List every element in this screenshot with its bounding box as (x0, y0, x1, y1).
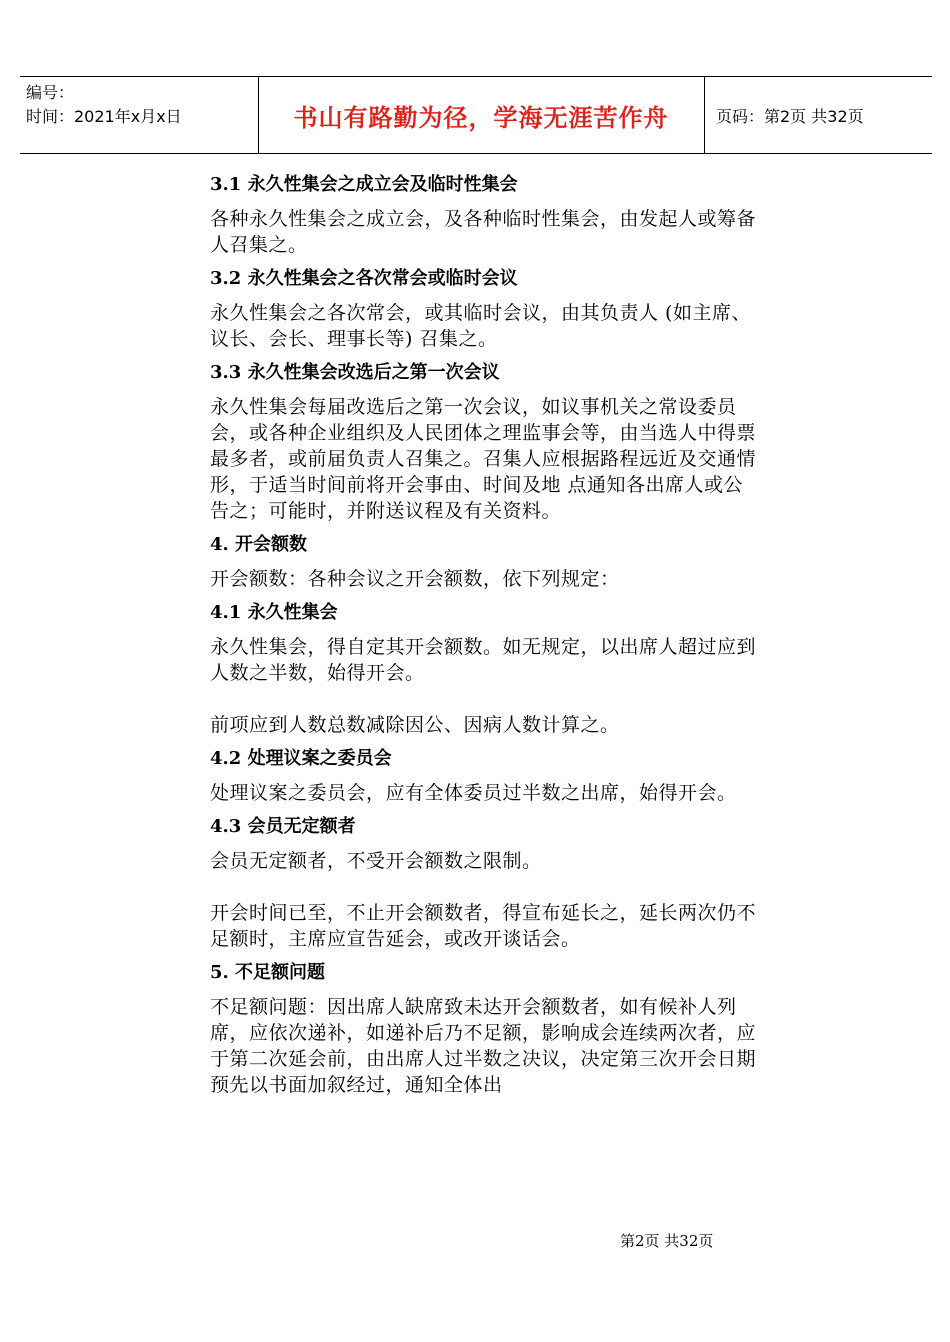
section (210, 746, 758, 806)
section-heading: 5. 不足额问题 (210, 962, 326, 983)
section-paragraph: 处理议案之委员会，应有全体委员过半数之出席，始得开会。 (210, 782, 737, 804)
section-heading: 3.3 永久性集会改选后之第一次会议 (210, 362, 500, 383)
document-time: 时间：2021年x月x日 (26, 107, 182, 126)
section (210, 360, 758, 524)
section (210, 600, 758, 738)
section (210, 266, 758, 352)
section-heading: 4.1 永久性集会 (210, 602, 338, 623)
header-motto: 书山有路勤为径，学海无涯苦作舟 (293, 103, 669, 132)
page-footer: 第2页 共32页 (620, 1232, 714, 1250)
section-paragraph: 各种永久性集会之成立会，及各种临时性集会，由发起人或筹备人召集之。 (210, 208, 757, 256)
header-page-info: 页码：第2页 共32页 (716, 106, 864, 126)
section-paragraph: 前项应到人数总数减除因公、因病人数计算之。 (210, 714, 620, 736)
section-paragraph: 不足额问题：因出席人缺席致未达开会额数者，如有候补人列席，应依次递补，如递补后乃不足额，影响成会连续两次者，应于第二次延会前，由出席人过半数之决议，决定第三次开会日期预先以书面加叙经过，通知全体出 (210, 996, 757, 1096)
paragraph-spacer (210, 882, 758, 900)
section-paragraph: 会员无定额者，不受开会额数之限制。 (210, 850, 542, 872)
section (210, 960, 758, 1098)
section-paragraph: 开会额数：各种会议之开会额数，依下列规定： (210, 568, 620, 590)
section-heading: 4.2 处理议案之委员会 (210, 748, 392, 769)
header-divider (704, 77, 705, 153)
section-heading: 3.2 永久性集会之各次常会或临时会议 (210, 268, 518, 289)
header-divider (258, 77, 259, 153)
section-paragraph: 永久性集会之各次常会，或其临时会议，由其负责人 (如主席、议长、会长、理事长等) 召集之。 (210, 302, 751, 350)
section-paragraph: 永久性集会每届改选后之第一次会议，如议事机关之常设委员会，或各种企业组织及人民团体之理监事会等，由当选人中得票最多者，或前届负责人召集之。召集人应根据路程远近及交通情形，于适当时间前将开会事由、时间及地 点通知各出席人或公告之；可能时，并附送议程及有关资料。 (210, 396, 757, 522)
paragraph-spacer (210, 694, 758, 712)
section-heading: 4.3 会员无定额者 (210, 816, 356, 837)
section (210, 814, 758, 952)
section-paragraph: 开会时间已至，不止开会额数者，得宣布延长之，延长两次仍不足额时，主席应宣告延会，或改开谈话会。 (210, 902, 757, 950)
document-body (210, 172, 758, 1106)
section (210, 532, 758, 592)
section-heading: 4. 开会额数 (210, 534, 308, 555)
page-header (20, 76, 932, 154)
section (210, 172, 758, 258)
document-number-label: 编号： (26, 83, 75, 102)
header-meta (26, 81, 254, 129)
section-heading: 3.1 永久性集会之成立会及临时性集会 (210, 174, 518, 195)
section-paragraph: 永久性集会，得自定其开会额数。如无规定，以出席人超过应到人数之半数，始得开会。 (210, 636, 757, 684)
